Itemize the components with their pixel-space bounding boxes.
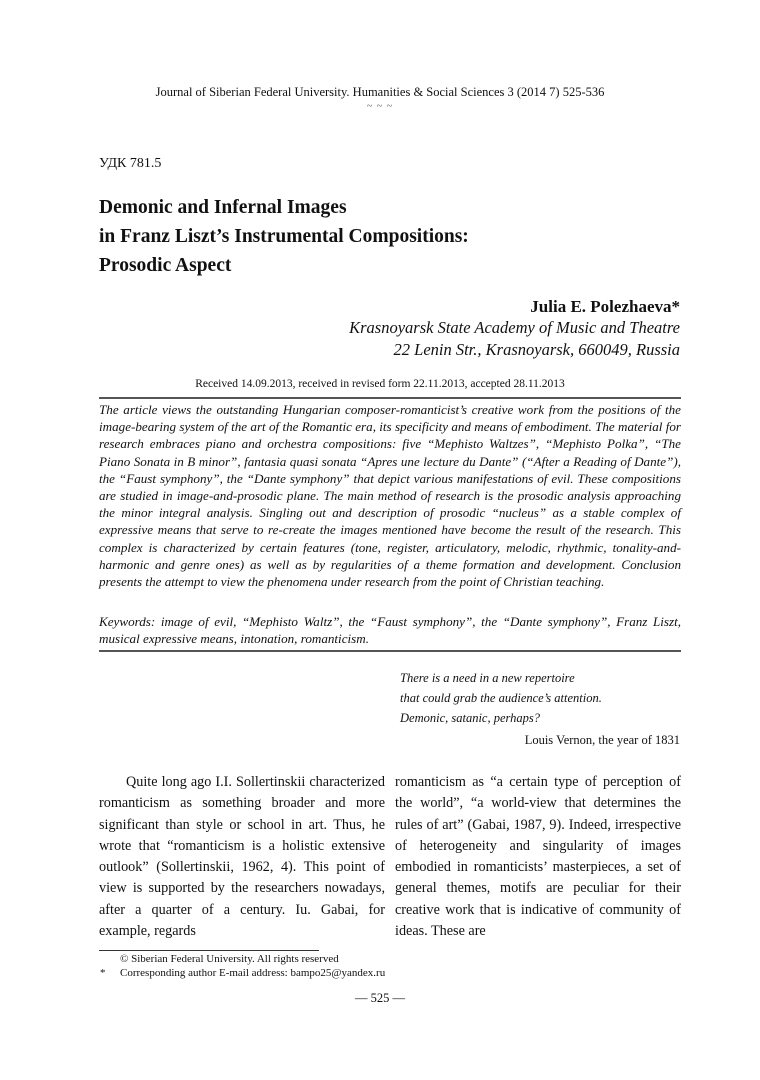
epigraph-line: Demonic, satanic, perhaps? — [400, 711, 541, 725]
footnote-rule — [99, 950, 319, 951]
header-separator: ~ ~ ~ — [366, 101, 394, 112]
copyright-footnote: © Siberian Federal University. All rights reserved — [120, 953, 339, 965]
author-affiliation: Krasnoyarsk State Academy of Music and Theatre — [349, 318, 680, 337]
article-title-line-1: Demonic and Infernal Images — [99, 197, 347, 218]
epigraph-line: that could grab the audience’s attention. — [400, 691, 602, 705]
author-address: 22 Lenin Str., Krasnoyarsk, 660049, Russia — [393, 340, 680, 359]
received-dates: Received 14.09.2013, received in revised form 22.11.2013, accepted 28.11.2013 — [195, 378, 565, 390]
author-name: Julia E. Polezhaeva* — [530, 297, 680, 316]
keywords-bottom-rule — [99, 650, 681, 652]
abstract: The article views the outstanding Hungarian composer-romanticist’s creative work from the positions of the image-bearing system of the art of the Romantic era, its specificity and means of embodiment. The material for research embraces piano and orchestra compositions: five “Mephisto Waltzes”, “Mephisto Polka”, “The Piano Sonata in B minor”, fantasia quasi sonata “Apres une lecture du Dante” (“After a Reading of Dante”), the “Faust symphony”, the “Dante symphony” that depict various manifestations of evil. These compositions are studied in image-and-prosodic plane. The main method of research is the prosodic analysis approaching the minor integral analysis. Singling out and description of prosodic “nucleus” as a stable complex of expressive means that serve to re-create the images mentioned have become the result of the research. This complex is characterized by certain features (tone, register, articulatory, melodic, rhythmic, tonality-and-harmonic and genre ones) as well as by regularities of a theme formation and development. Conclusion presents the attempt to view the phenomena under research from the point of Christian teaching. — [99, 402, 681, 590]
udk-code: УДК 781.5 — [99, 156, 162, 171]
epigraph-source: Louis Vernon, the year of 1831 — [524, 733, 680, 747]
body-column-left: Quite long ago I.I. Sollertinskii characterized romanticism as something broader and more significant than style or school in art. Thus, he wrote that “romanticism is a holistic extensive outlook” (Sollertinskii, 1962, 4). This point of view is supported by the researchers nowadays, after a quarter of a century. Iu. Gabai, for example, regards — [99, 774, 385, 940]
corresponding-author-footnote: Corresponding author E-mail address: bampo25@yandex.ru — [120, 967, 386, 979]
article-title-line-2: in Franz Liszt’s Instrumental Compositions: — [99, 226, 469, 247]
abstract-top-rule — [99, 397, 681, 399]
article-title-line-3: Prosodic Aspect — [99, 255, 232, 276]
page-number: — 525 — — [355, 991, 405, 1005]
body-column-right: romanticism as “a certain type of perception of the world”, “a world-view that determines the rules of art” (Gabai, 1987, 9). Indeed, irrespective of heterogeneity and singularity of images embodied in romanticists’ masterpieces, a set of general themes, motifs are peculiar for their creative work that is indicative of community of ideas. These are — [395, 774, 681, 940]
epigraph-line: There is a need in a new repertoire — [400, 671, 575, 685]
journal-header: Journal of Siberian Federal University. Humanities & Social Sciences 3 (2014 7) 525-536 — [155, 85, 605, 99]
footnote-marker: * — [100, 967, 106, 979]
epigraph — [400, 668, 602, 728]
keywords: Keywords: image of evil, “Mephisto Waltz”, the “Faust symphony”, the “Dante symphony”, Franz Liszt, musical expressive means, intonation, romanticism. — [99, 614, 681, 647]
